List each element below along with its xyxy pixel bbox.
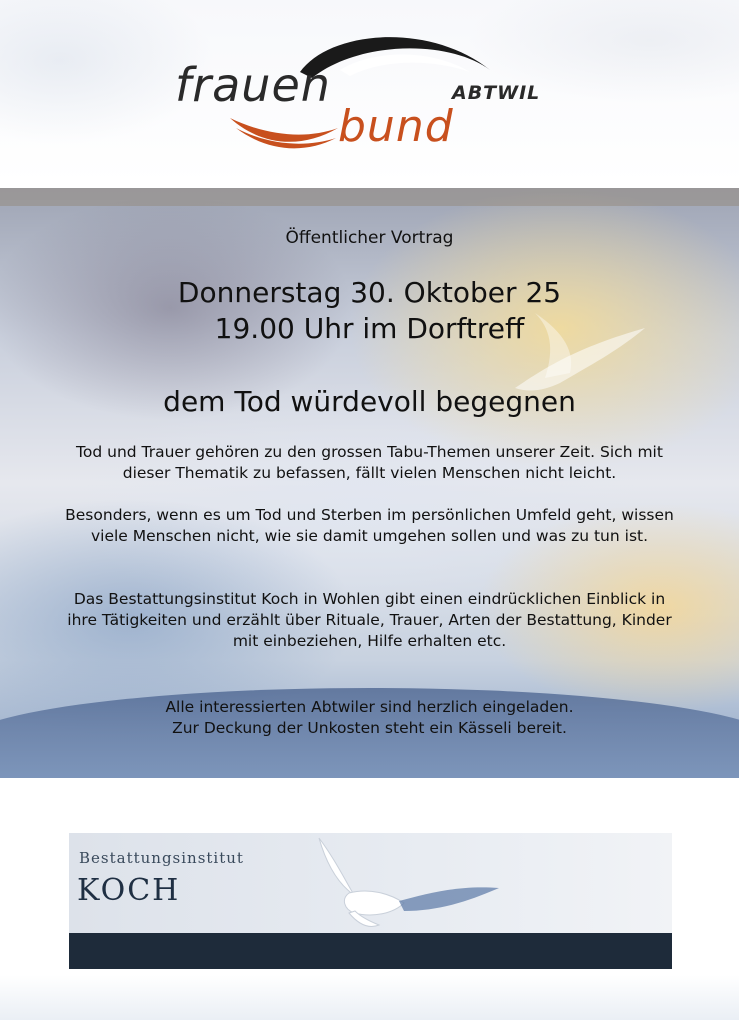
bottom-wash — [0, 975, 739, 1020]
logo-word-town: ABTWIL — [452, 82, 541, 104]
frauenbund-logo — [0, 0, 739, 185]
sponsor-subtitle: Bestattungsinstitut — [79, 849, 244, 867]
sponsor-dark-bar — [69, 933, 672, 969]
dove-icon — [309, 833, 509, 933]
description-paragraph-3: Das Bestattungsinstitut Koch in Wohlen gibt einen eindrücklichen Einblick in ihre Tätigkeiten und erzählt über Rituale, Trauer, Arten der Bestattung, Kinder mit einbeziehen, Hilfe erhalten etc. — [67, 590, 672, 650]
event-eyebrow: Öffentlicher Vortrag — [285, 228, 454, 248]
event-title: dem Tod würdevoll begegnen — [163, 385, 576, 418]
event-date: Donnerstag 30. Oktober 25 — [177, 276, 562, 309]
sponsor-name: KOCH — [77, 873, 181, 908]
logo-word-bund: bund — [338, 101, 454, 152]
description-paragraph-2: Besonders, wenn es um Tod und Sterben im persönlichen Umfeld geht, wissen viele Menschen nicht, wie sie damit umgehen sollen und was zu tun ist. — [65, 506, 674, 545]
panel-top-band — [0, 188, 739, 206]
description-paragraph-1: Tod und Trauer gehören zu den grossen Tabu-Themen unserer Zeit. Sich mit dieser Thematik zu befassen, fällt vielen Menschen nicht leicht. — [76, 443, 663, 482]
invitation-line-2: Zur Deckung der Unkosten steht ein Kässeli bereit. — [172, 719, 567, 737]
invitation-line-1: Alle interessierten Abtwiler sind herzlich eingeladen. — [165, 698, 574, 716]
painted-sky-panel — [0, 188, 739, 778]
event-time-place: 19.00 Uhr im Dorftreff — [214, 312, 525, 345]
sponsor-banner — [69, 833, 672, 969]
logo-word-frauen: frauen — [175, 58, 331, 112]
invitation-paragraph — [60, 697, 679, 739]
logo-arc-graphic — [0, 0, 739, 185]
